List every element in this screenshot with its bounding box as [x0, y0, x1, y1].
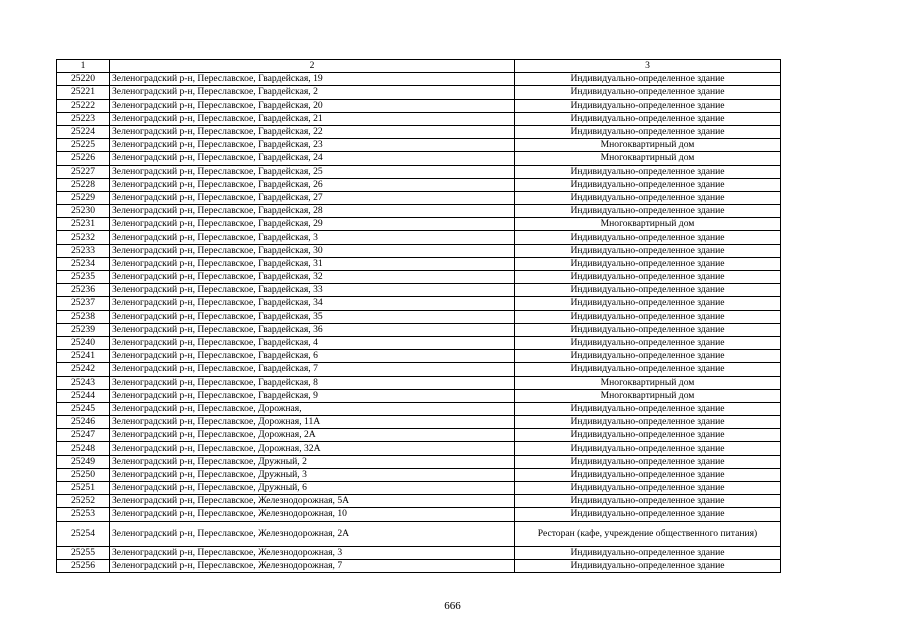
address-cell: Зеленоградский р-н, Переславское, Гвардейская, 21 — [110, 112, 515, 125]
row-id-cell: 25220 — [57, 73, 110, 86]
building-type-cell: Индивидуально-определенное здание — [515, 191, 781, 204]
table-row — [57, 244, 781, 257]
table-row — [57, 442, 781, 455]
building-type-cell: Индивидуально-определенное здание — [515, 455, 781, 468]
building-type-cell: Индивидуально-определенное здание — [515, 73, 781, 86]
table-row — [57, 205, 781, 218]
address-cell: Зеленоградский р-н, Переславское, Гвардейская, 22 — [110, 125, 515, 138]
row-id-cell: 25223 — [57, 112, 110, 125]
building-type-cell: Многоквартирный дом — [515, 152, 781, 165]
building-type-cell: Индивидуально-определенное здание — [515, 508, 781, 521]
address-cell: Зеленоградский р-н, Переславское, Гвардейская, 33 — [110, 284, 515, 297]
row-id-cell: 25254 — [57, 521, 110, 546]
building-type-cell: Индивидуально-определенное здание — [515, 86, 781, 99]
table-row — [57, 402, 781, 415]
building-type-cell: Индивидуально-определенное здание — [515, 297, 781, 310]
building-type-cell: Индивидуально-определенное здание — [515, 546, 781, 559]
row-id-cell: 25245 — [57, 402, 110, 415]
address-cell: Зеленоградский р-н, Переславское, Дружный, 2 — [110, 455, 515, 468]
row-id-cell: 25247 — [57, 429, 110, 442]
building-type-cell: Индивидуально-определенное здание — [515, 284, 781, 297]
address-cell: Зеленоградский р-н, Переславское, Гвардейская, 2 — [110, 86, 515, 99]
row-id-cell: 25255 — [57, 546, 110, 559]
row-id-cell: 25244 — [57, 389, 110, 402]
row-id-cell: 25234 — [57, 257, 110, 270]
address-cell: Зеленоградский р-н, Переславское, Гвардейская, 3 — [110, 231, 515, 244]
table-row — [57, 86, 781, 99]
row-id-cell: 25238 — [57, 310, 110, 323]
row-id-cell: 25235 — [57, 271, 110, 284]
column-header-1: 1 — [57, 60, 110, 73]
row-id-cell: 25256 — [57, 559, 110, 572]
address-cell: Зеленоградский р-н, Переславское, Железнодорожная, 10 — [110, 508, 515, 521]
address-cell: Зеленоградский р-н, Переславское, Дорожная, — [110, 402, 515, 415]
address-cell: Зеленоградский р-н, Переславское, Дружный, 3 — [110, 468, 515, 481]
row-id-cell: 25233 — [57, 244, 110, 257]
table-row — [57, 336, 781, 349]
table-row — [57, 152, 781, 165]
address-cell: Зеленоградский р-н, Переславское, Дорожная, 11А — [110, 416, 515, 429]
row-id-cell: 25224 — [57, 125, 110, 138]
address-cell: Зеленоградский р-н, Переславское, Железнодорожная, 2А — [110, 521, 515, 546]
row-id-cell: 25242 — [57, 363, 110, 376]
table-row — [57, 112, 781, 125]
building-type-cell: Индивидуально-определенное здание — [515, 559, 781, 572]
table-row — [57, 310, 781, 323]
table-row — [57, 455, 781, 468]
address-cell: Зеленоградский р-н, Переславское, Дружный, 6 — [110, 482, 515, 495]
table-row — [57, 271, 781, 284]
table-row — [57, 376, 781, 389]
building-type-cell: Индивидуально-определенное здание — [515, 244, 781, 257]
building-type-cell: Многоквартирный дом — [515, 389, 781, 402]
address-cell: Зеленоградский р-н, Переславское, Гвардейская, 30 — [110, 244, 515, 257]
table-row — [57, 297, 781, 310]
table-row — [57, 178, 781, 191]
row-id-cell: 25227 — [57, 165, 110, 178]
address-cell: Зеленоградский р-н, Переславское, Гвардейская, 24 — [110, 152, 515, 165]
building-type-cell: Индивидуально-определенное здание — [515, 231, 781, 244]
address-cell: Зеленоградский р-н, Переславское, Гвардейская, 34 — [110, 297, 515, 310]
table-row — [57, 468, 781, 481]
row-id-cell: 25230 — [57, 205, 110, 218]
building-type-cell: Ресторан (кафе, учреждение общественного питания) — [515, 521, 781, 546]
row-id-cell: 25241 — [57, 350, 110, 363]
address-cell: Зеленоградский р-н, Переславское, Гвардейская, 4 — [110, 336, 515, 349]
row-id-cell: 25229 — [57, 191, 110, 204]
table-row — [57, 350, 781, 363]
building-type-cell: Многоквартирный дом — [515, 218, 781, 231]
row-id-cell: 25228 — [57, 178, 110, 191]
address-cell: Зеленоградский р-н, Переславское, Гвардейская, 20 — [110, 99, 515, 112]
address-cell: Зеленоградский р-н, Переславское, Гвардейская, 35 — [110, 310, 515, 323]
table-row — [57, 231, 781, 244]
row-id-cell: 25236 — [57, 284, 110, 297]
row-id-cell: 25237 — [57, 297, 110, 310]
row-id-cell: 25226 — [57, 152, 110, 165]
registry-table — [56, 59, 781, 573]
table-row — [57, 389, 781, 402]
table-row — [57, 257, 781, 270]
row-id-cell: 25232 — [57, 231, 110, 244]
table-row — [57, 495, 781, 508]
building-type-cell: Индивидуально-определенное здание — [515, 363, 781, 376]
row-id-cell: 25222 — [57, 99, 110, 112]
address-cell: Зеленоградский р-н, Переславское, Гвардейская, 27 — [110, 191, 515, 204]
table-row — [57, 429, 781, 442]
address-cell: Зеленоградский р-н, Переславское, Гвардейская, 29 — [110, 218, 515, 231]
building-type-cell: Индивидуально-определенное здание — [515, 323, 781, 336]
table-row — [57, 482, 781, 495]
address-cell: Зеленоградский р-н, Переславское, Гвардейская, 23 — [110, 139, 515, 152]
address-cell: Зеленоградский р-н, Переславское, Гвардейская, 26 — [110, 178, 515, 191]
table-row — [57, 323, 781, 336]
column-header-2: 2 — [110, 60, 515, 73]
row-id-cell: 25253 — [57, 508, 110, 521]
address-cell: Зеленоградский р-н, Переславское, Железнодорожная, 7 — [110, 559, 515, 572]
address-cell: Зеленоградский р-н, Переславское, Железнодорожная, 3 — [110, 546, 515, 559]
row-id-cell: 25239 — [57, 323, 110, 336]
row-id-cell: 25246 — [57, 416, 110, 429]
row-id-cell: 25248 — [57, 442, 110, 455]
table-row — [57, 546, 781, 559]
table-row — [57, 508, 781, 521]
address-cell: Зеленоградский р-н, Переславское, Гвардейская, 8 — [110, 376, 515, 389]
building-type-cell: Индивидуально-определенное здание — [515, 205, 781, 218]
row-id-cell: 25221 — [57, 86, 110, 99]
table-row — [57, 284, 781, 297]
building-type-cell: Индивидуально-определенное здание — [515, 429, 781, 442]
address-cell: Зеленоградский р-н, Переславское, Гвардейская, 6 — [110, 350, 515, 363]
address-cell: Зеленоградский р-н, Переславское, Гвардейская, 19 — [110, 73, 515, 86]
table-row — [57, 218, 781, 231]
table-row — [57, 416, 781, 429]
address-cell: Зеленоградский р-н, Переславское, Гвардейская, 32 — [110, 271, 515, 284]
building-type-cell: Индивидуально-определенное здание — [515, 336, 781, 349]
row-id-cell: 25250 — [57, 468, 110, 481]
table-row — [57, 125, 781, 138]
address-cell: Зеленоградский р-н, Переславское, Дорожная, 2А — [110, 429, 515, 442]
row-id-cell: 25243 — [57, 376, 110, 389]
building-type-cell: Индивидуально-определенное здание — [515, 125, 781, 138]
address-cell: Зеленоградский р-н, Переславское, Гвардейская, 7 — [110, 363, 515, 376]
building-type-cell: Индивидуально-определенное здание — [515, 416, 781, 429]
building-type-cell: Индивидуально-определенное здание — [515, 402, 781, 415]
building-type-cell: Индивидуально-определенное здание — [515, 257, 781, 270]
row-id-cell: 25240 — [57, 336, 110, 349]
row-id-cell: 25231 — [57, 218, 110, 231]
building-type-cell: Индивидуально-определенное здание — [515, 468, 781, 481]
address-cell: Зеленоградский р-н, Переславское, Гвардейская, 31 — [110, 257, 515, 270]
building-type-cell: Индивидуально-определенное здание — [515, 495, 781, 508]
row-id-cell: 25251 — [57, 482, 110, 495]
building-type-cell: Многоквартирный дом — [515, 376, 781, 389]
table-row — [57, 165, 781, 178]
building-type-cell: Многоквартирный дом — [515, 139, 781, 152]
row-id-cell: 25225 — [57, 139, 110, 152]
table-row — [57, 559, 781, 572]
column-header-3: 3 — [515, 60, 781, 73]
row-id-cell: 25249 — [57, 455, 110, 468]
address-cell: Зеленоградский р-н, Переславское, Гвардейская, 9 — [110, 389, 515, 402]
building-type-cell: Индивидуально-определенное здание — [515, 442, 781, 455]
table-row — [57, 521, 781, 546]
address-cell: Зеленоградский р-н, Переславское, Гвардейская, 25 — [110, 165, 515, 178]
building-type-cell: Индивидуально-определенное здание — [515, 271, 781, 284]
table-row — [57, 191, 781, 204]
table-header-row — [57, 60, 781, 73]
page-number: 666 — [444, 600, 461, 612]
address-cell: Зеленоградский р-н, Переславское, Гвардейская, 36 — [110, 323, 515, 336]
building-type-cell: Индивидуально-определенное здание — [515, 350, 781, 363]
building-type-cell: Индивидуально-определенное здание — [515, 112, 781, 125]
table-row — [57, 73, 781, 86]
building-type-cell: Индивидуально-определенное здание — [515, 165, 781, 178]
table-row — [57, 139, 781, 152]
table-row — [57, 363, 781, 376]
building-type-cell: Индивидуально-определенное здание — [515, 178, 781, 191]
row-id-cell: 25252 — [57, 495, 110, 508]
table-row — [57, 99, 781, 112]
address-cell: Зеленоградский р-н, Переславское, Железнодорожная, 5А — [110, 495, 515, 508]
building-type-cell: Индивидуально-определенное здание — [515, 310, 781, 323]
address-cell: Зеленоградский р-н, Переславское, Гвардейская, 28 — [110, 205, 515, 218]
address-cell: Зеленоградский р-н, Переславское, Дорожная, 32А — [110, 442, 515, 455]
building-type-cell: Индивидуально-определенное здание — [515, 482, 781, 495]
building-type-cell: Индивидуально-определенное здание — [515, 99, 781, 112]
